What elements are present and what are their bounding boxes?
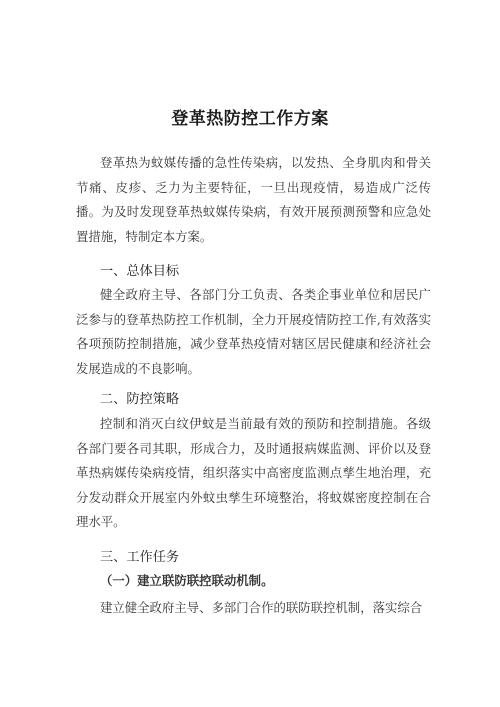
- section-paragraph-strategy: 控制和消灭白纹伊蚊是当前最有效的预防和控制措施。各级各部门要各司其职，形成合力，及时通报病媒监测、评价以及登革热病媒传染病疫情，组织落实中高密度监测点孳生地治理，充分发动群众开展室内外蚊虫孳生环境整治，将蚊媒密度控制在合理水平。: [76, 416, 431, 530]
- section-heading-goals: 一、总体目标: [100, 264, 180, 279]
- intro-paragraph: 登革热为蚊媒传播的急性传染病，以发热、全身肌肉和骨关节痛、皮疹、乏力为主要特征，一旦出现疫情，易造成广泛传播。为及时发现登革热蚊媒传染病，有效开展预测预警和应急处置措施，特制定本方案。: [76, 155, 431, 244]
- section-paragraph-tasks: 建立健全政府主导、多部门合作的联防联控机制，落实综合: [100, 600, 423, 615]
- subsection-heading-mechanism: （一）建立联防联控联动机制。: [100, 573, 274, 588]
- page-title: 登革热防控工作方案: [171, 109, 329, 130]
- section-paragraph-goals: 健全政府主导、各部门分工负责、各类企事业单位和居民广泛参与的登革热防控工作机制，全力开展疫情防控工作,有效落实各项预防控制措施，减少登革热疫情对辖区居民健康和经济社会发展造成的不良影响。: [76, 287, 431, 376]
- section-heading-strategy: 二、防控策略: [100, 392, 180, 407]
- section-heading-tasks: 三、工作任务: [100, 550, 180, 565]
